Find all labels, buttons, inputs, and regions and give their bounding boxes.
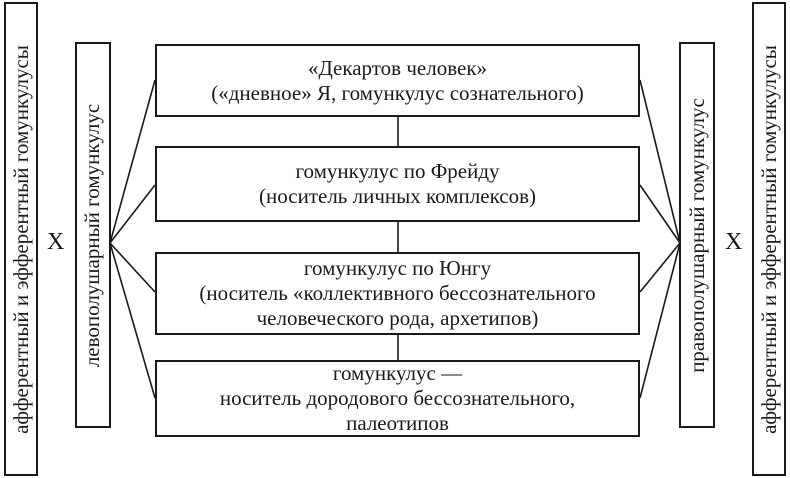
left-outer-box xyxy=(4,2,38,476)
box-prenatal-line3: палеотипов xyxy=(346,411,449,435)
box-prenatal xyxy=(155,360,640,437)
right-outer-box xyxy=(752,2,786,476)
box-jung-line2: (носитель «коллективного бессознательного xyxy=(199,281,596,305)
right-outer-label: афферентный и эфферентный гомункулусы xyxy=(756,44,781,434)
left-outer-label: афферентный и эфферентный гомункулусы xyxy=(8,44,33,434)
box-prenatal-line1: гомункулус — xyxy=(332,361,463,385)
left-x-mark: Х xyxy=(47,229,65,255)
left-inner-label: левополушарный гомункулус xyxy=(80,103,105,367)
box-freud-line2: (носитель личных комплексов) xyxy=(259,184,536,208)
box-jung-line3: человеческого рода, архетипов) xyxy=(256,306,539,330)
right-inner-box xyxy=(679,42,715,428)
box-freud-line1: гомункулус по Фрейду xyxy=(295,159,500,183)
right-inner-label: правополушарный гомункулус xyxy=(684,97,709,373)
box-descartes-line2: («дневное» Я, гомункулус сознательного) xyxy=(211,80,584,105)
box-descartes-line1: «Декартов человек» xyxy=(307,55,488,80)
right-x-mark: Х xyxy=(725,229,743,255)
box-prenatal-line2: носитель дородового бессознательного, xyxy=(219,386,576,410)
box-descartes xyxy=(155,44,640,117)
left-inner-box xyxy=(75,42,111,428)
box-freud xyxy=(155,146,640,222)
box-jung-line1: гомункулус по Юнгу xyxy=(303,256,492,280)
box-jung xyxy=(155,252,640,335)
